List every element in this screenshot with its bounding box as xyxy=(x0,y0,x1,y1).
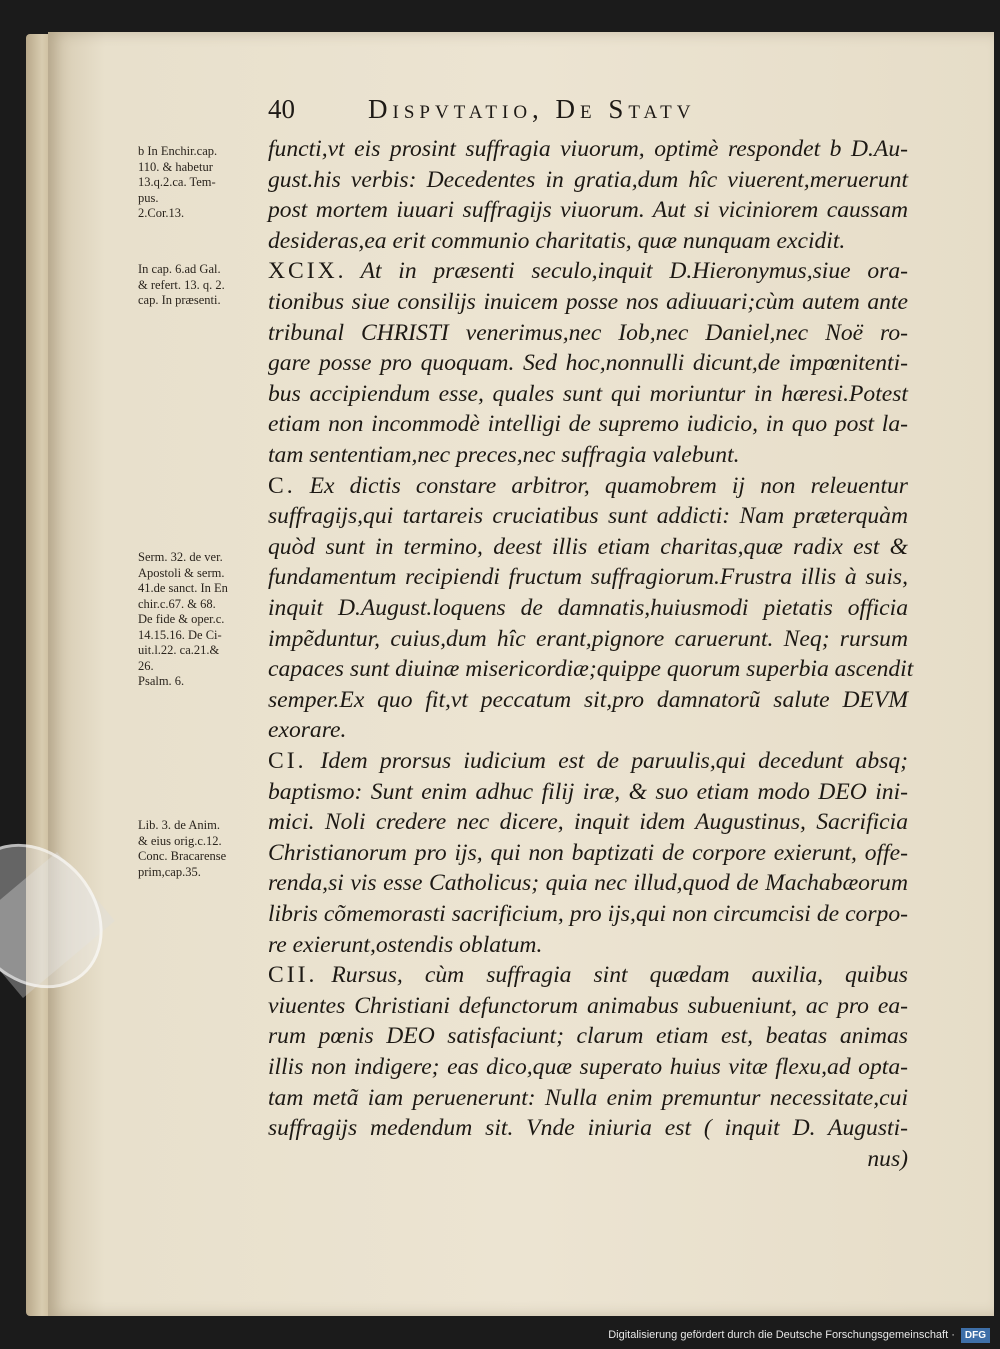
text-line xyxy=(268,381,908,408)
footer-credit-text: Digitalisierung gefördert durch die Deutsche Forschungsgemeinschaft · xyxy=(608,1329,955,1341)
line-text: Ex dictis constare arbitror, quamobrem ij non releuentur xyxy=(309,472,908,499)
line-text: gare posse pro quoquam. Sed hoc,nonnulli dicunt,de impœnitenti- xyxy=(268,350,908,377)
margin-note: Serm. 32. de ver. Apostoli & serm. 41.de sanct. In En chir.c.67. & 68. De fide & oper.c. 14.15.16. De Ci- uit.l.22. ca.21.& 26. Psalm. 6. xyxy=(138,550,228,688)
text-line xyxy=(268,962,908,989)
line-text: impẽduntur, cuius,dum hîc erant,pignore caruerunt. Neq; rursum xyxy=(268,625,908,652)
text-line xyxy=(268,840,908,867)
line-text: nus) xyxy=(867,1145,908,1172)
line-text: post mortem iuuari suffragijs viuorum. Aut si viciniorem caussam xyxy=(268,197,908,224)
line-text: renda,si vis esse Catholicus; quia nec illud,quod de Machabæorum xyxy=(268,870,908,897)
text-line xyxy=(268,534,908,561)
paragraph-number: XCIX. xyxy=(268,258,347,285)
text-line xyxy=(268,901,908,928)
line-text: capaces sunt diuinæ misericordiæ;quippe quorum superbia ascendit xyxy=(268,656,914,683)
text-line xyxy=(268,779,908,806)
paragraph-number: C. xyxy=(268,472,296,499)
line-text: tribunal CHRISTI venerimus,nec Iob,nec Daniel,nec Noë ro- xyxy=(268,319,908,346)
text-line xyxy=(268,870,908,897)
text-line xyxy=(268,656,914,683)
text-line xyxy=(268,136,908,163)
text-line xyxy=(268,503,908,530)
line-text: tionibus siue consilijs inuicem posse nos adiuuari;cùm autem ante xyxy=(268,289,908,315)
text-line xyxy=(268,993,908,1020)
text-line xyxy=(268,442,908,469)
paragraph-number: CII. xyxy=(268,962,318,989)
paragraph-number: CI. xyxy=(268,748,307,774)
line-text: bus accipiendum esse, quales sunt qui moriuntur in hæresi.Potest xyxy=(268,380,908,407)
text-line xyxy=(268,748,908,775)
text-line xyxy=(268,717,908,744)
line-text: baptismo: Sunt enim adhuc filij iræ, & suo etiam modo DEO ini- xyxy=(268,778,908,805)
page-header xyxy=(268,94,908,130)
line-text: Idem prorsus iudicium est de paruulis,qui decedunt absq; xyxy=(320,748,908,774)
text-line xyxy=(268,932,908,959)
line-text: gust.his verbis: Decedentes in gratia,dum hîc viuerent,meruerunt xyxy=(268,166,908,193)
text-line xyxy=(268,626,908,653)
line-text: inquit D.August.loquens de damnatis,huiusmodi pietatis officia xyxy=(268,595,908,621)
line-text: tam sententiam,nec preces,nec suffragia valebunt. xyxy=(268,442,740,468)
text-line xyxy=(268,473,908,500)
line-text: exorare. xyxy=(268,717,347,744)
line-text: quòd sunt in termino, deest illis etiam charitas,quæ radix est & xyxy=(268,533,908,560)
margin-note: Lib. 3. de Anim. & eius orig.c.12. Conc. Bracarense prim,cap.35. xyxy=(138,818,227,879)
text-line xyxy=(268,167,908,194)
text-line xyxy=(268,687,908,714)
line-text: suffragijs medendum sit. Vnde iniuria est ( inquit D. Augusti- xyxy=(268,1115,908,1142)
margin-note: In cap. 6.ad Gal. & refert. 13. q. 2. cap. In præsenti. xyxy=(138,262,225,307)
line-text: etiam non incommodè intelligi de supremo iudicio, in quo post la- xyxy=(268,411,908,438)
text-line xyxy=(268,289,908,316)
text-line xyxy=(268,258,908,285)
text-line xyxy=(268,564,908,591)
text-line xyxy=(268,1085,908,1112)
line-text: tam metã iam peruenerunt: Nulla enim premuntur necessitate,cui xyxy=(268,1084,908,1111)
line-text: mici. Noli credere nec dicere, inquit idem Augustinus, Sacrificia xyxy=(268,809,908,836)
text-line xyxy=(268,809,908,836)
text-line xyxy=(268,595,908,622)
line-text: fundamentum recipiendi fructum suffragiorum.Frustra illis à suis, xyxy=(268,564,908,591)
footer-credit xyxy=(0,1325,990,1345)
text-line xyxy=(268,1115,908,1142)
line-text: re exierunt,ostendis oblatum. xyxy=(268,931,543,958)
line-text: rum pœnis DEO satisfaciunt; clarum etiam est, beatas animas xyxy=(268,1023,908,1050)
line-text: semper.Ex quo fit,vt peccatum sit,pro damnatorũ salute DEVM xyxy=(268,686,908,713)
line-text: Christianorum pro ijs, qui non baptizati de corpore exierunt, offe- xyxy=(268,839,908,866)
line-text: At in præsenti seculo,inquit D.Hieronymus,siue ora- xyxy=(360,258,908,285)
page-number: 40 xyxy=(268,94,295,124)
text-line xyxy=(268,1054,908,1081)
line-text: desideras,ea erit communio charitatis, quæ nunquam excidit. xyxy=(268,227,846,254)
text-line xyxy=(268,1146,908,1173)
text-line xyxy=(268,1023,908,1050)
text-line xyxy=(268,411,908,438)
margin-note: b In Enchir.cap. 110. & habetur 13.q.2.ca. Tem- pus. 2.Cor.13. xyxy=(138,144,218,220)
running-title: Dispvtatio, De Statv xyxy=(368,94,696,124)
text-line xyxy=(268,228,908,255)
line-text: viuentes Christiani defunctorum animabus subueniunt, ac pro ea- xyxy=(268,992,908,1019)
line-text: illis non indigere; eas dico,quæ superato huius vitæ flexu,ad opta- xyxy=(268,1054,908,1080)
dfg-logo: DFG xyxy=(961,1328,990,1343)
text-line xyxy=(268,320,908,347)
line-text: Rursus, cùm suffragia sint quædam auxilia, quibus xyxy=(331,962,908,989)
line-text: libris cõmemorasti sacrificium, pro ijs,qui non circumcisi de corpo- xyxy=(268,901,908,927)
text-line xyxy=(268,197,908,224)
line-text: functi,vt eis prosint suffragia viuorum, optimè respondet b D.Au- xyxy=(268,136,908,162)
text-line xyxy=(268,350,908,377)
line-text: suffragijs,qui tartareis cruciatibus sunt addicti: Nam præterquàm xyxy=(268,503,908,530)
